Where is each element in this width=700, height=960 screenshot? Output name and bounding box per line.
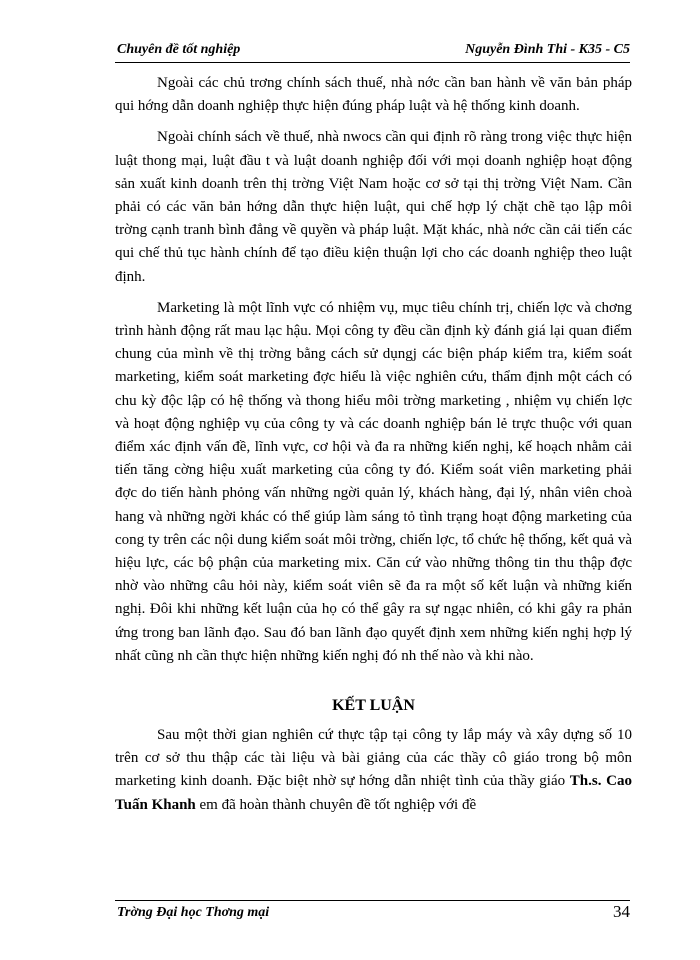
paragraph-marketing-audit: Marketing là một lĩnh vực có nhiệm vụ, mục tiêu chính trị, chiến lợc và chơng trình hành động rất mau lạc hậu. Mọi công ty đều cần định kỳ đánh giá lại quan điểm chung của mình về thị trờng bằng cách sử dụngj các biện pháp kiểm tra, kiểm soát marketing, kiểm soát marketing đợc hiểu là việc nghiên cứu, thẩm định một cách có chu kỳ độc lập có hệ thống và thong hiểu môi trờng marketing , nhiệm vụ chiến lợc và hoạt động nghiệp vụ của công ty và các doanh nghiệp bán lẻ trực thuộc với quan điểm xác định vấn đề, lĩnh vực, cơ hội và đa ra những kiến nghị, kế hoạch nhằm cải tiến tăng cờng hiệu xuất marketing của công ty đó. Kiểm soát viên marketing phải đợc do tiến hành phỏng vấn những ngời quản lý, khách hàng, đại lý, nhân viên choà hang và những ngời khác có thể giúp làm sáng tỏ tình trạng hoạt động marketing của cong ty trên các nội dung kiểm soát môi trờng, chiến lợc, tổ chức hệ thống, kết quả và hiệu lực, các bộ phận của marketing mix. Căn cứ vào những thông tin thu thập đợc nhờ vào những câu hỏi này, kiểm soát viên sẽ đa ra một số kết luận và những kiến nghị. Đôi khi những kết luận của họ có thể gây ra sự ngạc nhiên, có khi gây ra phản ứng trong ban lãnh đạo. Sau đó ban lãnh đạo quyết định xem những kiến nghị hợp lý nhất cũng nh cần thực hiện những kiến nghị đó nh thế nào và khi nào.: [115, 299, 632, 664]
conclusion-title: KẾT LUẬN: [332, 697, 415, 715]
conclusion-paragraph: [115, 724, 632, 817]
paragraph-legal-regulations: Ngoài chính sách về thuế, nhà nwocs cần qui định rõ ràng trong việc thực hiện luật thong mại, luật đầu t và luật doanh nghiệp đối với mọi doanh nghiệp hoạt động sản xuất kinh doanh trên thị trờng Việt Nam hoặc cơ sở tại thị trờng Việt Nam. Cần phải có các văn bản hớng dẫn thực hiện luật, qui chế hợp lý chặt chẽ tạo lập môi trờng cạnh tranh bình đẳng về quyền và pháp luật. Mặt khác, nhà nớc cần cải tiến các qui chế thủ tục hành chính để tạo điều kiện thuận lợi cho các doanh nghiệp theo luật định.: [115, 129, 632, 285]
page-header: [115, 36, 630, 63]
footer-university: Trờng Đại học Thơng mại: [117, 905, 270, 920]
header-topic: Chuyên đề tốt nghiệp: [117, 42, 241, 57]
paragraph-tax-policy: Ngoài các chủ trơng chính sách thuế, nhà nớc cần ban hành về văn bản pháp qui hớng dẫn doanh nghiệp thực hiện đúng pháp luật và hệ thống kinh doanh.: [115, 75, 632, 115]
conclusion-text-before: Sau một thời gian nghiên cứ thực tập tại công ty lắp máy và xây dựng số 10 trên cơ sở thu thập các tài liệu và bài giảng của các thầy cô giáo trong bộ môn marketing kinh doanh. Đặc biệt nhờ sự hớng dẫn nhiệt tình của thầy giáo: [115, 727, 632, 790]
page-body: [115, 72, 632, 817]
supervisor-name: Th.s. Cao Tuấn Khanh: [115, 773, 632, 813]
page-footer: [115, 900, 630, 921]
conclusion-section: [115, 695, 632, 817]
header-author: Nguyễn Đình Thi - K35 - C5: [465, 42, 630, 57]
conclusion-text-after: em đã hoàn thành chuyên đề tốt nghiệp với đề: [195, 796, 477, 813]
page-number: 34: [613, 902, 630, 921]
